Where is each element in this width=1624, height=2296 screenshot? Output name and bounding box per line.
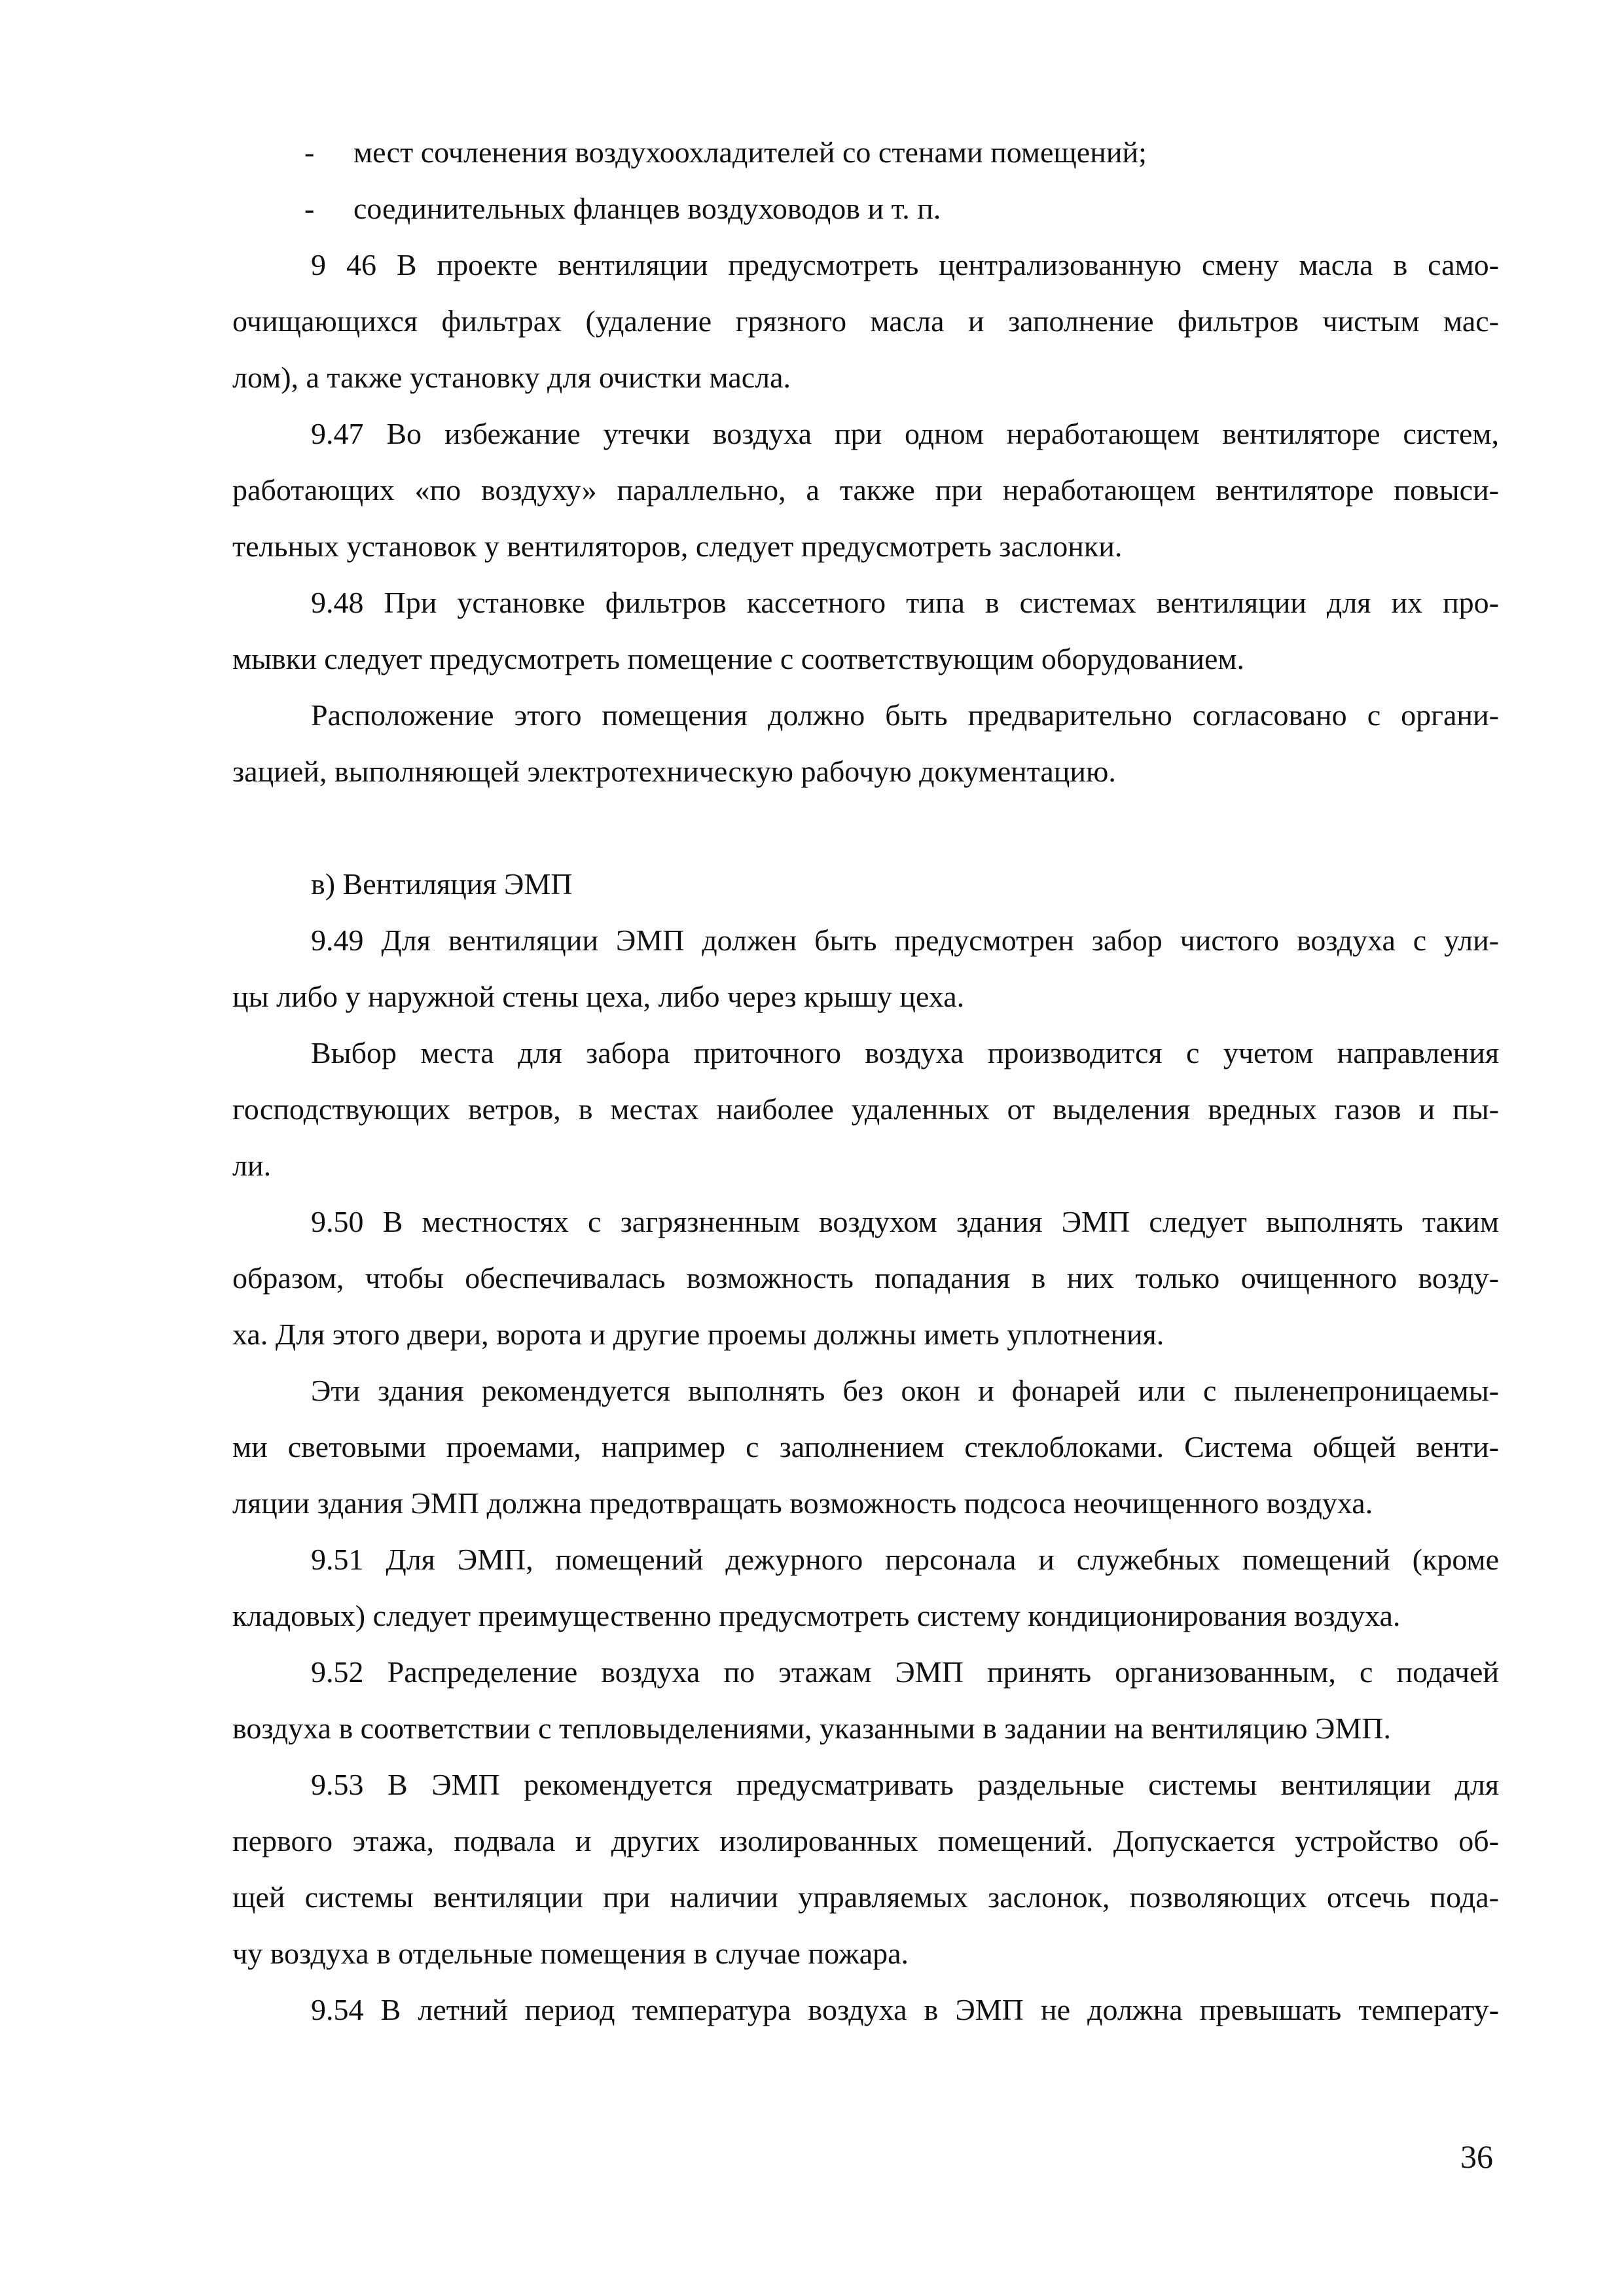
text-line: тельных установок у вентиляторов, следует предусмотреть заслонки. xyxy=(232,529,1123,563)
text-line: 9.50 В местностях с загрязненным воздухом здания ЭМП следует выполнять таким xyxy=(311,1205,1499,1238)
text-line: цы либо у наружной стены цеха, либо через крышу цеха. xyxy=(232,980,965,1013)
paragraph-9-50 xyxy=(232,1194,1499,1363)
text-line: ли. xyxy=(232,1149,272,1182)
text-line: Эти здания рекомендуется выполнять без окон и фонарей или с пыленепроницаемы- xyxy=(311,1374,1499,1407)
section-heading: в) Вентиляция ЭМП xyxy=(311,867,573,901)
text-line: зацией, выполняющей электротехническую рабочую документацию. xyxy=(232,755,1116,788)
text-line: воздуха в соответствии с тепловыделениями, указанными в задании на вентиляцию ЭМП. xyxy=(232,1712,1391,1745)
list-item xyxy=(232,181,1499,237)
list-item xyxy=(232,124,1499,181)
text-line: кладовых) следует преимущественно предусмотреть систему кондиционирования воздуха. xyxy=(232,1599,1401,1632)
paragraph-9-50-cont xyxy=(232,1363,1499,1532)
text-line: щей системы вентиляции при наличии управляемых заслонок, позволяющих отсечь пода- xyxy=(232,1880,1499,1914)
list-bullet: - xyxy=(304,192,315,225)
text-line: чу воздуха в отдельные помещения в случае пожара. xyxy=(232,1937,909,1970)
text-line: ми световыми проемами, например с заполнением стеклоблоками. Система общей венти- xyxy=(232,1430,1499,1463)
text-line: 9.52 Распределение воздуха по этажам ЭМП принять организованным, с подачей xyxy=(311,1655,1499,1689)
text-line: работающих «по воздуху» параллельно, а также при неработающем вентиляторе повыси- xyxy=(232,473,1499,507)
section-spacer xyxy=(232,800,1499,856)
text-line: 9.54 В летний период температура воздуха в ЭМП не должна превышать температу- xyxy=(311,1993,1499,2026)
list-bullet: - xyxy=(304,135,315,169)
paragraph-9-49 xyxy=(232,912,1499,1025)
list-item-text: мест сочленения воздухоохладителей со стенами помещений; xyxy=(353,135,1147,169)
text-line: очищающихся фильтрах (удаление грязного масла и заполнение фильтров чистым мас- xyxy=(232,304,1499,338)
text-line: ляции здания ЭМП должна предотвращать возможность подсоса неочищенного воздуха. xyxy=(232,1486,1373,1520)
paragraph-9-46 xyxy=(232,237,1499,406)
paragraph-9-53 xyxy=(232,1757,1499,1982)
text-line: Расположение этого помещения должно быть предварительно согласовано с органи- xyxy=(311,698,1499,732)
text-line: 9.49 Для вентиляции ЭМП должен быть предусмотрен забор чистого воздуха с ули- xyxy=(311,924,1499,957)
paragraph-9-49-cont xyxy=(232,1025,1499,1194)
text-line: образом, чтобы обеспечивалась возможность попадания в них только очищенного возду- xyxy=(232,1261,1499,1295)
paragraph-9-52 xyxy=(232,1644,1499,1757)
paragraph-9-48 xyxy=(232,575,1499,687)
text-line: 9.48 При установке фильтров кассетного типа в системах вентиляции для их про- xyxy=(311,586,1499,619)
text-line: ха. Для этого двери, ворота и другие проемы должны иметь уплотнения. xyxy=(232,1318,1164,1351)
list-item-text: соединительных фланцев воздуховодов и т. п. xyxy=(353,192,941,225)
page-number: 36 xyxy=(1460,2138,1493,2175)
text-line: мывки следует предусмотреть помещение с соответствующим оборудованием. xyxy=(232,642,1245,675)
text-line: Выбор места для забора приточного воздуха производится с учетом направления xyxy=(311,1036,1499,1069)
paragraph-9-47 xyxy=(232,406,1499,575)
text-line: 9.51 Для ЭМП, помещений дежурного персонала и служебных помещений (кроме xyxy=(311,1543,1499,1576)
text-line: господствующих ветров, в местах наиболее удаленных от выделения вредных газов и пы- xyxy=(232,1092,1499,1126)
paragraph-9-51 xyxy=(232,1532,1499,1644)
page-body xyxy=(232,124,1499,2038)
text-line: 9 46 В проекте вентиляции предусмотреть централизованную смену масла в само- xyxy=(311,248,1499,281)
paragraph-9-48-cont xyxy=(232,687,1499,800)
text-line: лом), а также установку для очистки масла. xyxy=(232,361,791,394)
text-line: первого этажа, подвала и других изолированных помещений. Допускается устройство об- xyxy=(232,1824,1499,1857)
text-line: 9.53 В ЭМП рекомендуется предусматривать раздельные системы вентиляции для xyxy=(311,1768,1499,1801)
text-line: 9.47 Во избежание утечки воздуха при одном неработающем вентиляторе систем, xyxy=(311,417,1499,450)
paragraph-9-54 xyxy=(232,1982,1499,2038)
